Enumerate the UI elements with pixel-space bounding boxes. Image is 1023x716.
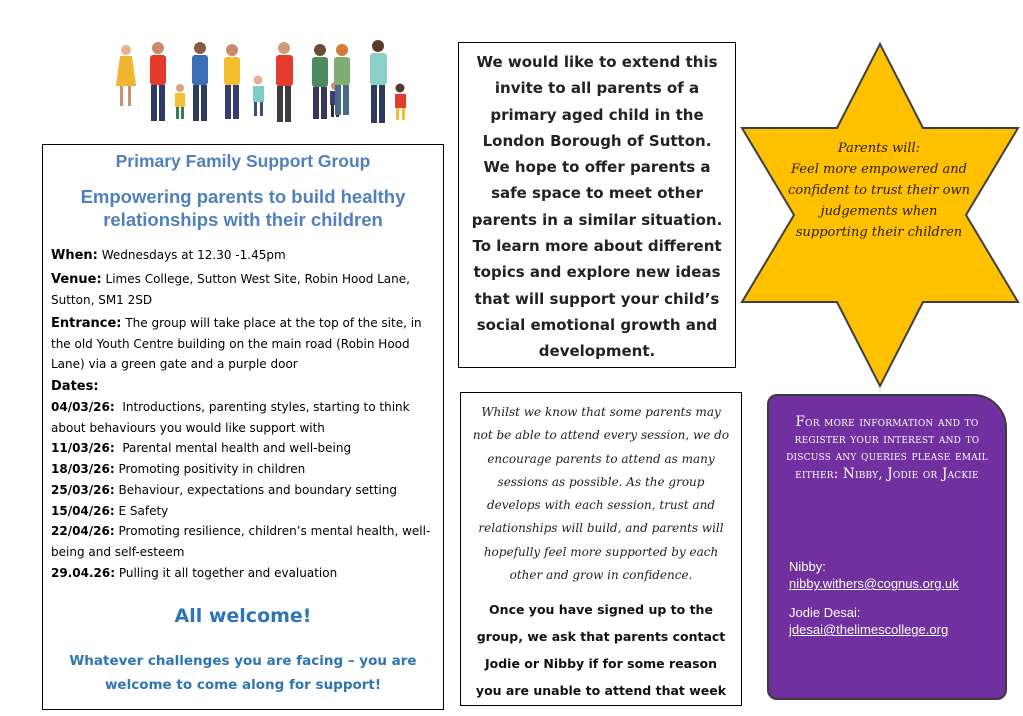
star-heading: Parents will: <box>837 141 921 156</box>
date-topic: Promoting positivity in children <box>118 462 306 477</box>
date-topic: Parental mental health and well-being <box>122 441 352 456</box>
person-figure <box>276 42 293 122</box>
family-illustration <box>80 36 420 132</box>
contact-heading: For more information and to register your interest and to discuss any queries please email either: Nibby, Jodie or Jackie <box>786 414 988 482</box>
group-info-panel <box>42 144 444 710</box>
date-label: 22/04/26: <box>51 524 115 539</box>
signup-note: Once you have signed up to the group, we ask that parents contact Jodie or Nibby if for some reason you are unable to attend that week <box>475 602 727 698</box>
entrance-value: The group will take place at the top of the site, in the old Youth Centre building on the main road (Robin Hood Lane) via a green gate and a purple door <box>51 316 422 371</box>
date-item <box>51 480 435 501</box>
group-title: Primary Family Support Group <box>115 151 371 171</box>
date-label: 29.04.26: <box>51 565 116 580</box>
person-figure <box>150 42 166 121</box>
date-label: 04/03/26: <box>51 400 115 414</box>
welcome-note: Whatever challenges you are facing – you are welcome to come along for support! <box>69 653 417 693</box>
date-label: 18/03/26: <box>51 462 115 477</box>
person-figure <box>192 42 208 121</box>
entrance-label: Entrance: <box>51 316 122 331</box>
date-label: 11/03/26: <box>51 441 115 456</box>
date-label: 25/03/26: <box>51 482 115 497</box>
date-topic: E Safety <box>118 503 169 518</box>
all-welcome-heading: All welcome! <box>174 605 312 627</box>
nibby-label: Nibby: <box>789 559 826 574</box>
date-item <box>51 521 435 562</box>
jodie-label: Jodie Desai: <box>789 605 861 620</box>
jodie-contact <box>789 604 995 638</box>
venue-value: Limes College, Sutton West Site, Robin Hood Lane, Sutton, SM1 2SD <box>51 272 410 307</box>
date-topic: Behaviour, expectations and boundary setting <box>118 482 397 497</box>
when-label: When: <box>51 248 98 263</box>
date-item <box>51 501 435 522</box>
person-figure <box>175 84 185 119</box>
group-subtitle: Empowering parents to build healthy relationships with their children <box>80 186 406 230</box>
date-label: 15/04/26: <box>51 503 115 518</box>
person-figure <box>370 40 387 123</box>
nibby-contact <box>789 558 995 592</box>
person-figure <box>224 44 240 119</box>
date-item <box>51 397 435 438</box>
dates-list <box>51 397 435 583</box>
date-topic: Pulling it all together and evaluation <box>118 565 338 580</box>
when-value: Wednesdays at 12.30 -1.45pm <box>101 248 286 262</box>
dates-heading: Dates: <box>51 379 99 394</box>
person-figure <box>395 84 406 121</box>
date-item <box>51 438 435 459</box>
date-topic: Promoting resilience, children’s mental health, well-being and self-esteem <box>51 524 431 559</box>
person-figure <box>334 44 350 115</box>
venue-label: Venue: <box>51 272 102 287</box>
entrance-row <box>51 313 435 374</box>
date-topic: Introductions, parenting styles, starting to think about behaviours you would like support with <box>51 400 410 435</box>
nibby-email-link[interactable]: nibby.withers@cognus.org.uk <box>789 576 959 591</box>
person-figure <box>116 45 136 106</box>
venue-row <box>51 269 435 310</box>
attendance-box <box>460 392 742 706</box>
invite-text: We would like to extend this invite to all parents of a primary aged child in the London Borough of Sutton. We hope to offer parents a safe space to meet other parents in a similar situation. To learn more about different topics and explore new ideas that will support your child’s social emotional growth and development. <box>471 53 723 361</box>
person-figure <box>253 76 264 117</box>
star-text <box>784 138 974 243</box>
star-body: Feel more empowered and confident to trust their own judgements when supporting their children <box>787 162 971 240</box>
when-row <box>51 245 435 266</box>
person-figure <box>312 44 328 119</box>
contact-box <box>767 394 1007 700</box>
jodie-email-link[interactable]: jdesai@thelimescollege.org <box>789 622 949 637</box>
date-item <box>51 563 435 584</box>
invite-box <box>458 42 736 368</box>
attendance-note: Whilst we know that some parents may not be able to attend every session, we do encourage parents to attend as many sessions as possible. As the group develops with each session, trust and relationships will build, and parents will hopefully feel more supported by each other and grow in confidence. <box>472 405 730 583</box>
date-item <box>51 459 435 480</box>
